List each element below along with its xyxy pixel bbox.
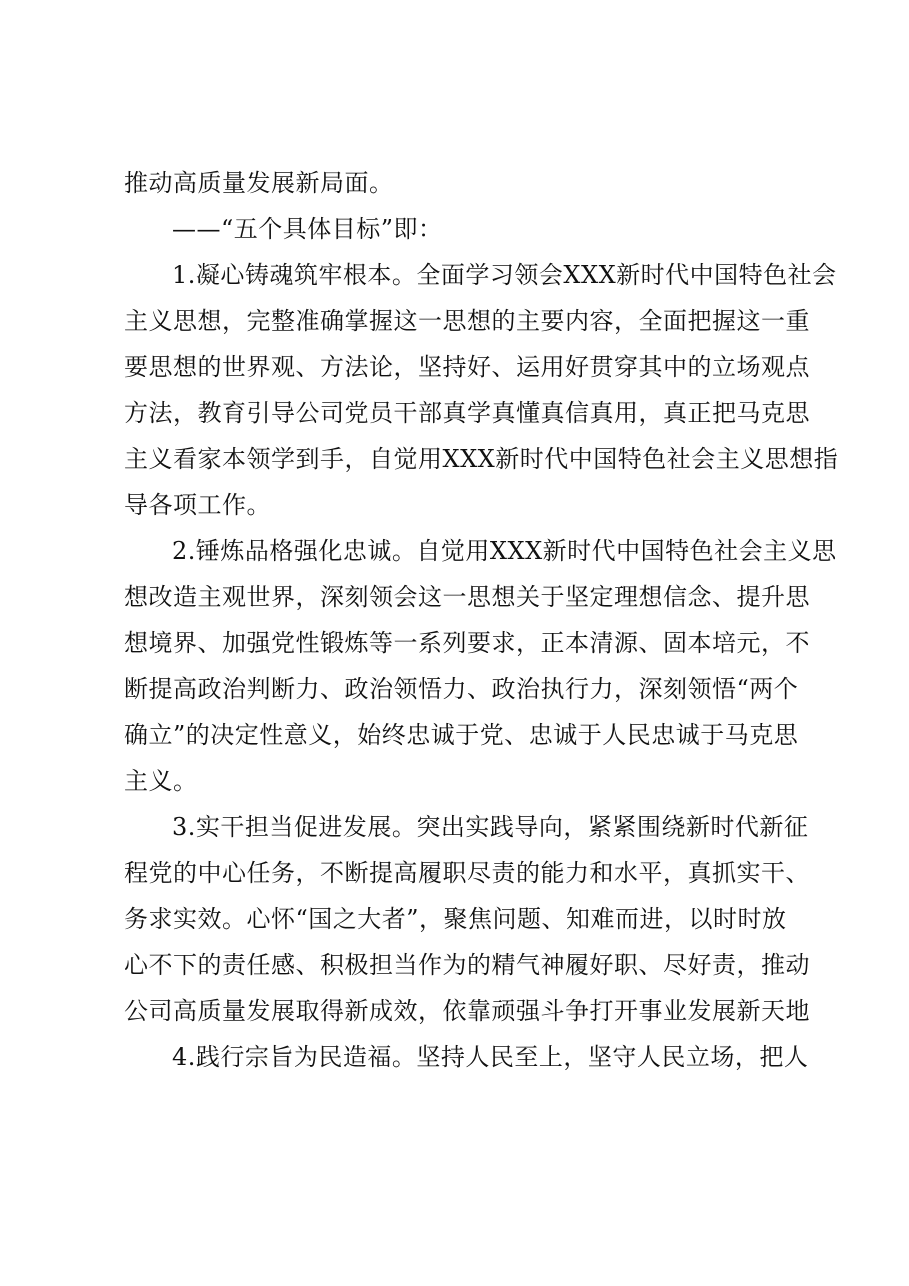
text-line: 方法，教育引导公司党员干部真学真懂真信真用，真正把马克思 [124, 399, 810, 427]
text-line: 4.践行宗旨为民造福。坚持人民至上，坚守人民立场，把人 [172, 1043, 809, 1071]
text-line: 想改造主观世界，深刻领会这一思想关于坚定理想信念、提升思 [124, 583, 810, 611]
text-line: 导各项工作。 [124, 491, 271, 519]
text-line: ——“五个具体目标”即： [172, 215, 443, 243]
text-line: 要思想的世界观、方法论，坚持好、运用好贯穿其中的立场观点 [124, 353, 810, 381]
text-line: 2.锤炼品格强化忠诚。自觉用XXX新时代中国特色社会主义思 [172, 537, 837, 565]
text-line: 公司高质量发展取得新成效，依靠顽强斗争打开事业发展新天地 [124, 997, 810, 1025]
text-line: 务求实效。心怀“国之大者”，聚焦问题、知难而进，以时时放 [124, 905, 787, 933]
text-line: 1.凝心铸魂筑牢根本。全面学习领会XXX新时代中国特色社会 [172, 261, 837, 289]
text-line: 推动高质量发展新局面。 [124, 169, 394, 197]
text-line: 主义看家本领学到手，自觉用XXX新时代中国特色社会主义思想指 [124, 445, 839, 473]
text-line: 3.实干担当促进发展。突出实践导向，紧紧围绕新时代新征 [172, 813, 809, 841]
text-line: 想境界、加强党性锻炼等一系列要求，正本清源、固本培元，不 [124, 629, 810, 657]
text-line: 主义思想，完整准确掌握这一思想的主要内容，全面把握这一重 [124, 307, 810, 335]
text-line: 确立”的决定性意义，始终忠诚于党、忠诚于人民忠诚于马克思 [124, 721, 799, 749]
text-line: 断提高政治判断力、政治领悟力、政治执行力，深刻领悟“两个 [124, 675, 799, 703]
text-line: 心不下的责任感、积极担当作为的精气神履好职、尽好责，推动 [124, 951, 810, 979]
text-line: 程党的中心任务，不断提高履职尽责的能力和水平，真抓实干、 [124, 859, 810, 887]
text-line: 主义。 [124, 767, 198, 795]
document-body [124, 160, 839, 1080]
